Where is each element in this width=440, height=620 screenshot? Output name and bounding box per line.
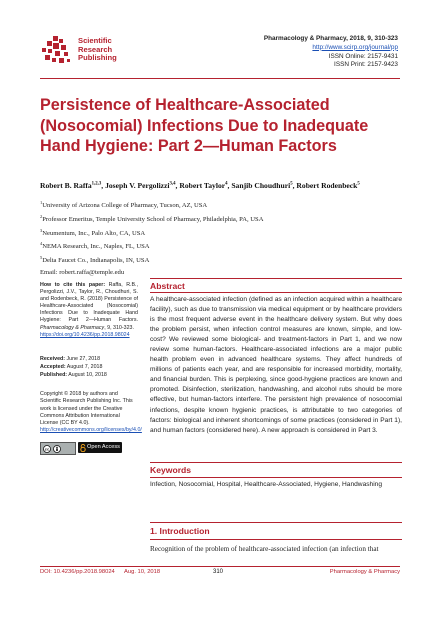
cite-doi-link[interactable]: https://doi.org/10.4236/pp.2018.98024 bbox=[40, 331, 130, 338]
paper-title-line: (Nosocomial) Infections Due to Inadequate bbox=[40, 116, 369, 135]
issn-print: ISSN Print: 2157-9423 bbox=[334, 61, 398, 69]
keywords-rule-bottom bbox=[150, 477, 402, 478]
intro-rule-bottom bbox=[150, 539, 402, 540]
paper-title bbox=[40, 95, 400, 157]
author-affiliation-marker: 5 bbox=[357, 181, 360, 187]
keywords-rule-top bbox=[150, 462, 402, 463]
author-affiliation-marker: 5 bbox=[290, 181, 293, 187]
header-divider bbox=[40, 78, 400, 79]
copyright-text: Copyright © 2018 by authors and Scientific Research Publishing Inc. This work is licensed under the Creative Commons Attribution International License (CC BY 4.0). bbox=[40, 391, 133, 427]
affiliation-text: Neumentum, Inc., Palo Alto, CA, USA bbox=[42, 229, 146, 237]
license-badges bbox=[40, 442, 140, 454]
open-lock-icon bbox=[80, 444, 86, 452]
publisher-name-line: Research bbox=[78, 44, 113, 54]
introduction-text: Recognition of the problem of healthcare-associated infection (an infection that bbox=[150, 545, 379, 553]
author-name: Sanjib Choudhuri bbox=[231, 181, 291, 190]
received-value: June 27, 2018 bbox=[65, 356, 101, 362]
license-link[interactable]: http://creativecommons.org/licenses/by/4.0/ bbox=[40, 427, 142, 434]
abstract-rule-bottom bbox=[150, 292, 402, 293]
publisher-logo-icon bbox=[40, 36, 74, 66]
author-separator: , bbox=[227, 181, 232, 190]
author-affiliation-marker: 3,4 bbox=[169, 181, 176, 187]
accepted-value: August 7, 2018 bbox=[65, 364, 103, 371]
cite-text: Raffa, R.B., Pergolizzi, J.V., Taylor, R., Choudhuri, S. and Rodenbeck, R. (2018) Persistence of Healthcare-Associated (Nosocomial) Infections Due to Inadequate Hand Hygiene: Part 2—Human Factors. bbox=[40, 282, 138, 324]
publisher-name bbox=[78, 37, 117, 63]
author-name: Robert B. Raffa bbox=[40, 181, 92, 190]
copyright-notice bbox=[40, 391, 142, 435]
author-list bbox=[40, 181, 400, 190]
journal-url-link[interactable]: http://www.scirp.org/journal/pp bbox=[312, 43, 398, 51]
keywords-heading: Keywords bbox=[150, 465, 192, 475]
paper-title-line: Persistence of Healthcare-Associated bbox=[40, 96, 330, 114]
issn-online: ISSN Online: 2157-9431 bbox=[328, 52, 398, 60]
how-to-cite bbox=[40, 282, 138, 339]
accepted-date bbox=[40, 363, 138, 371]
affiliation-number: 4 bbox=[40, 241, 43, 247]
open-access-label: Open Access bbox=[87, 444, 120, 450]
footer-journal: Pharmacology & Pharmacy bbox=[329, 569, 400, 575]
cc-by-badge[interactable] bbox=[40, 442, 76, 455]
author-affiliation-marker: 4 bbox=[225, 181, 228, 187]
published-value: August 10, 2018 bbox=[67, 372, 107, 379]
keywords-text: Infection, Nosocomial, Hospital, Healthcare-Associated, Hygiene, Handwashing bbox=[150, 481, 382, 488]
author-name: Robert Taylor bbox=[179, 181, 226, 190]
by-attribution-icon bbox=[53, 445, 61, 453]
author-separator: , bbox=[101, 181, 106, 190]
affiliation-text: University of Arizona College of Pharmacy, Tucson, AZ, USA bbox=[42, 202, 208, 210]
affiliation-number: 5 bbox=[40, 255, 43, 261]
affiliation-text: NEMA Research, Inc., Naples, FL, USA bbox=[42, 243, 150, 251]
footer-divider bbox=[40, 566, 400, 567]
footer-doi[interactable]: DOI: 10.4236/pp.2018.98024 bbox=[40, 569, 115, 575]
published-date bbox=[40, 371, 138, 379]
affiliation-item bbox=[40, 212, 400, 226]
author-name: Robert Rodenbeck bbox=[296, 181, 358, 190]
publisher-name-line: Scientific bbox=[78, 36, 112, 45]
affiliation-item bbox=[40, 226, 400, 240]
journal-title: Pharmacology & Pharmacy, 2018, 9, 310-323 bbox=[263, 35, 398, 42]
author-affiliation-marker: 1,2,3 bbox=[91, 181, 102, 187]
received-date bbox=[40, 355, 138, 363]
paper-title-line: Hand Hygiene: Part 2—Human Factors bbox=[40, 137, 337, 155]
cite-label: How to cite this paper: bbox=[40, 282, 106, 288]
cc-icon bbox=[43, 445, 51, 453]
affiliation-text: Professor Emeritus, Temple University School of Pharmacy, Philadelphia, PA, USA bbox=[42, 215, 264, 223]
author-separator: , bbox=[292, 181, 297, 190]
affiliation-item bbox=[40, 239, 400, 253]
published-label: Published: bbox=[40, 372, 68, 379]
cite-volume: , 9, 310-323. bbox=[104, 324, 134, 331]
author-separator: , bbox=[175, 181, 180, 190]
introduction-heading: 1. Introduction bbox=[150, 526, 210, 536]
received-label: Received: bbox=[40, 356, 66, 362]
footer-date: Aug. 10, 2018 bbox=[124, 569, 161, 575]
affiliation-item bbox=[40, 253, 400, 267]
affiliation-number: 3 bbox=[40, 227, 43, 233]
affiliation-number: 2 bbox=[40, 213, 43, 219]
journal-info bbox=[264, 35, 398, 70]
affiliation-number: 1 bbox=[40, 200, 43, 205]
accepted-label: Accepted: bbox=[40, 364, 66, 371]
corresponding-email: Email: robert.raffa@temple.edu bbox=[40, 268, 125, 276]
page-number: 310 bbox=[213, 569, 224, 575]
publication-dates bbox=[40, 355, 138, 380]
affiliation-text: Delta Faucet Co., Indianapolis, IN, USA bbox=[42, 257, 150, 265]
open-access-badge[interactable] bbox=[78, 442, 122, 453]
abstract-heading: Abstract bbox=[150, 281, 185, 291]
abstract-rule-top bbox=[150, 278, 402, 279]
author-name: Joseph V. Pergolizzi bbox=[105, 181, 170, 190]
affiliation-list bbox=[40, 198, 400, 279]
publisher-logo bbox=[40, 36, 240, 66]
affiliation-item bbox=[40, 198, 400, 212]
cite-journal: Pharmacology & Pharmacy bbox=[40, 324, 105, 331]
intro-rule-top bbox=[150, 522, 402, 523]
publisher-name-line: Publishing bbox=[78, 53, 117, 63]
abstract-text: A healthcare-associated infection (defined as an infection acquired within a healthcare facility), such as due to transmission via medical equipment or by healthcare providers is the most frequent adverse event in the healthcare delivery system. But why does the problem persist, when infection control measures are known, simple, and low-cost? We reviewed some biological- and treatment-factors in Part 1, and we now review some human-factors. Healthcare-associated infections are a major public health problem even in advanced healthcare systems. They affect hundreds of millions of patients each year, and are responsible for increased morbidity, mortality, and financial burden. This is perplexing, since good-hygiene practices are known and promoted. Disinfection, sterilization, handwashing, and alcohol rubs should be more effective, but human-factors interfere. The persistent high prevalence of nosocomial infections, despite known hygienic practices, is attributable to two categories of factors: biological and inherent shortcomings of some practices (considered in Part 1), and human factors (considered here). A new approach is considered in Part 3. bbox=[150, 296, 402, 434]
svg-text:cc: cc bbox=[44, 446, 50, 452]
